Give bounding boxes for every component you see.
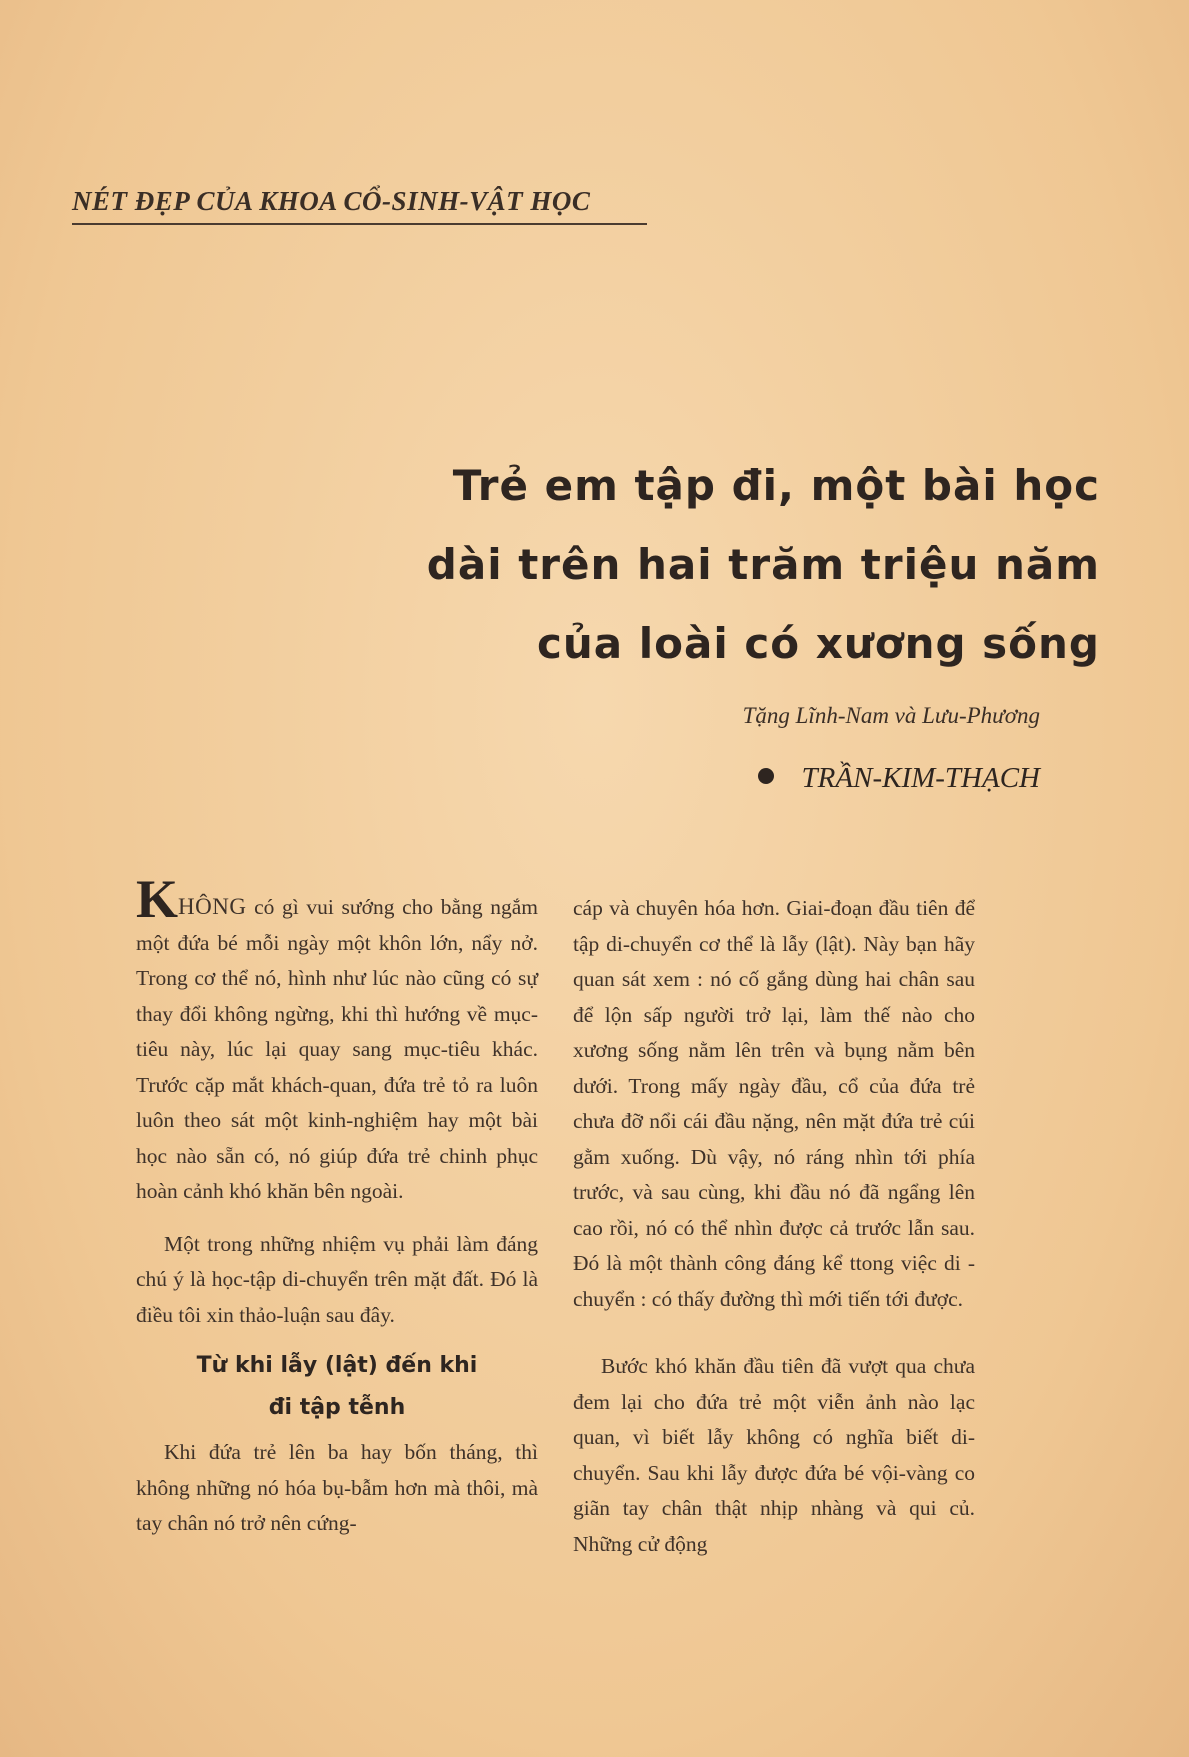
author-byline — [560, 762, 1040, 795]
paragraph: cáp và chuyên hóa hơn. Giai-đoạn đầu tiên để tập di-chuyển cơ thể là lẫy (lật). Này bạn hãy quan sát xem : nó cố gắng dùng hai chân sau để lộn sấp người trở lại, làm thế nào cho xương sống nằm lên trên và bụng nằm bên dưới. Trong mấy ngày đầu, cổ của đứa trẻ chưa đỡ nổi cái đầu nặng, nên mặt đứa trẻ cúi gằm xuống. Dù vậy, nó ráng nhìn tới phía trước, và sau cùng, khi đầu nó đã ngẩng lên cao rồi, nó có thể nhìn được cả trước lẫn sau. Đó là một thành công đáng kể ttong việc di - chuyển : có thấy đường thì mới tiến tới được. — [573, 896, 975, 1311]
title-line-3: của loài có xương sống — [537, 619, 1100, 668]
section-header: NÉT ĐẸP CỦA KHOA CỔ-SINH-VẬT HỌC — [72, 186, 647, 225]
article-title — [300, 446, 1100, 683]
paragraph: Bước khó khăn đầu tiên đã vượt qua chưa đem lại cho đứa trẻ một viễn ảnh nào lạc quan, vì biết lẫy không có nghĩa biết di-chuyển. Sau khi lẫy được đứa bé vội-vàng co giãn tay chân thật nhịp nhàng và qui củ. Những cử động — [573, 1354, 975, 1556]
lead-caps: HÔNG — [178, 894, 247, 919]
text-column-right — [573, 891, 975, 1562]
dedication: Tặng Lĩnh-Nam và Lưu-Phương — [742, 703, 1040, 728]
title-line-1: Trẻ em tập đi, một bài học — [452, 461, 1100, 510]
title-line-2: dài trên hai trăm triệu năm — [426, 540, 1100, 589]
text-column-left — [136, 869, 538, 1542]
paragraph: Một trong những nhiệm vụ phải làm đáng chú ý là học-tập di-chuyển trên mặt đất. Đó là điều tôi xin thảo-luận sau đây. — [136, 1231, 538, 1327]
paragraph — [136, 869, 538, 1210]
author-name: TRẦN-KIM-THẠCH — [801, 762, 1040, 794]
subheading-line-1: Từ khi lẫy (lật) đến khi — [196, 1353, 478, 1378]
paragraph-text: có gì vui sướng cho bằng ngắm một đứa bé mỗi ngày một khôn lớn, nẩy nở. Trong cơ thể nó, hình như lúc nào cũng có sự thay đổi không ngừng, khi thì hướng về mục-tiêu này, lúc lại quay sang mục-tiêu khác. Trước cặp mắt khách-quan, đứa trẻ tỏ ra luôn luôn theo sát một kinh-nghiệm hay một bài học nào sẵn có, nó giúp đứa trẻ chinh phục hoàn cảnh khó khăn bên ngoài. — [136, 895, 538, 1203]
subheading-line-2: đi tập tễnh — [268, 1395, 406, 1420]
paragraph: Khi đứa trẻ lên ba hay bốn tháng, thì không những nó hóa bụ-bẫm hơn mà thôi, mà tay chân nó trở nên cứng- — [136, 1440, 538, 1535]
subheading — [136, 1345, 538, 1429]
drop-cap: K — [136, 869, 179, 929]
bullet-icon — [758, 768, 774, 784]
